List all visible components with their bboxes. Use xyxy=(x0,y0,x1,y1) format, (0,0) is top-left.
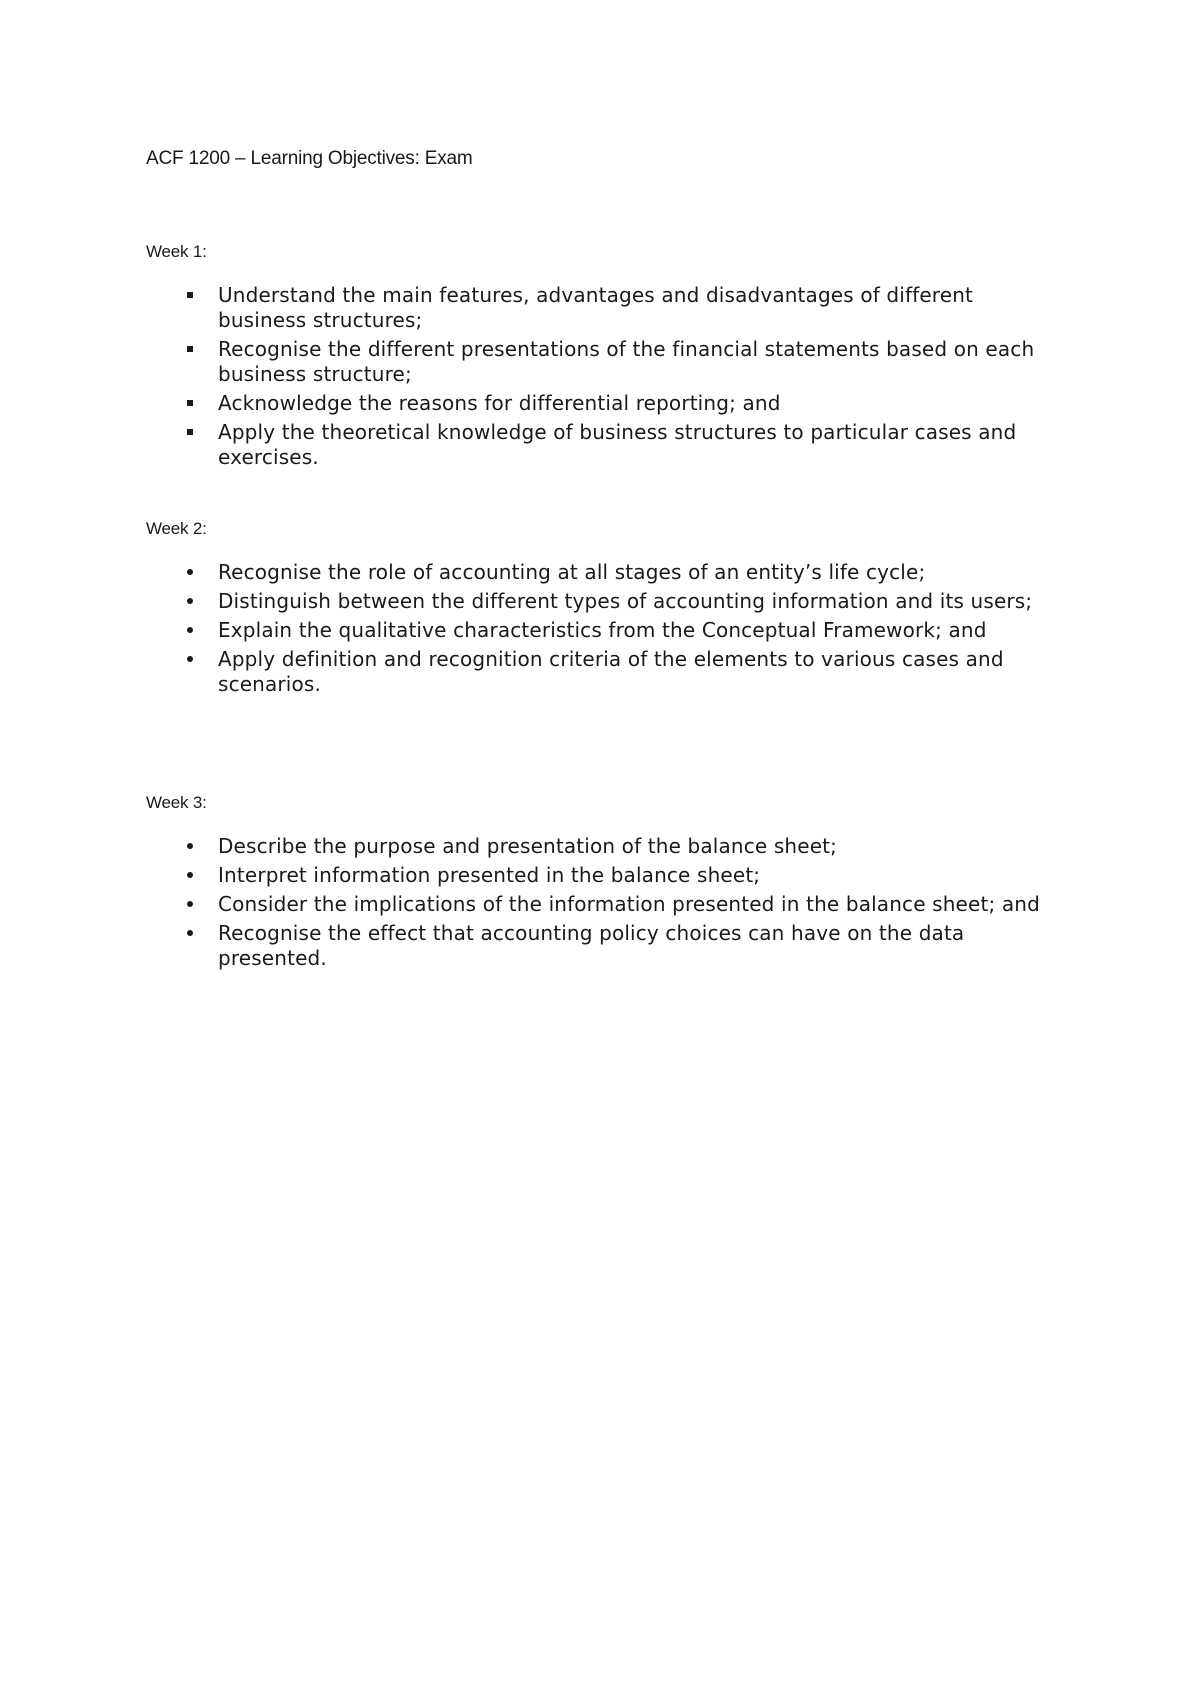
list-item xyxy=(0,892,1063,917)
list-item xyxy=(0,391,1063,416)
week-2-objectives xyxy=(0,560,1200,701)
objective-text: Understand the main features, advantages and disadvantages of different business structures; xyxy=(218,283,974,332)
square-bullet-icon xyxy=(184,337,196,362)
objective-text: Acknowledge the reasons for differential reporting; and xyxy=(218,391,781,415)
objective-text: Distinguish between the different types of accounting information and its users; xyxy=(218,589,1033,613)
dot-bullet-icon xyxy=(184,863,196,888)
list-item xyxy=(0,921,1063,971)
dot-bullet-icon xyxy=(184,834,196,859)
objective-text: Recognise the different presentations of the financial statements based on each business structure; xyxy=(218,337,1035,386)
objective-text: Describe the purpose and presentation of the balance sheet; xyxy=(218,834,838,858)
objective-text: Consider the implications of the information presented in the balance sheet; and xyxy=(218,892,1040,916)
week-1-objectives xyxy=(0,283,1200,474)
list-item xyxy=(0,589,1063,614)
dot-bullet-icon xyxy=(184,647,196,672)
objective-text: Explain the qualitative characteristics from the Conceptual Framework; and xyxy=(218,618,987,642)
square-bullet-icon xyxy=(184,420,196,445)
week-2-heading: Week 2: xyxy=(146,519,207,538)
list-item xyxy=(0,863,1063,888)
week-1-heading: Week 1: xyxy=(146,242,207,261)
dot-bullet-icon xyxy=(184,560,196,585)
week-3-heading: Week 3: xyxy=(146,793,207,812)
objective-text: Interpret information presented in the balance sheet; xyxy=(218,863,761,887)
dot-bullet-icon xyxy=(184,589,196,614)
list-item xyxy=(0,337,1063,387)
square-bullet-icon xyxy=(184,391,196,416)
dot-bullet-icon xyxy=(184,618,196,643)
objective-text: Apply definition and recognition criteria of the elements to various cases and scenarios. xyxy=(218,647,1004,696)
list-item xyxy=(0,647,1063,697)
list-item xyxy=(0,618,1063,643)
week-3-objectives xyxy=(0,834,1200,975)
dot-bullet-icon xyxy=(184,921,196,946)
objective-text: Recognise the role of accounting at all stages of an entity’s life cycle; xyxy=(218,560,926,584)
list-item xyxy=(0,834,1063,859)
square-bullet-icon xyxy=(184,283,196,308)
list-item xyxy=(0,420,1063,470)
list-item xyxy=(0,560,1063,585)
list-item xyxy=(0,283,1063,333)
objective-text: Recognise the effect that accounting policy choices can have on the data presented. xyxy=(218,921,965,970)
objective-text: Apply the theoretical knowledge of business structures to particular cases and exercises. xyxy=(218,420,1017,469)
document-title: ACF 1200 – Learning Objectives: Exam xyxy=(146,148,473,169)
dot-bullet-icon xyxy=(184,892,196,917)
